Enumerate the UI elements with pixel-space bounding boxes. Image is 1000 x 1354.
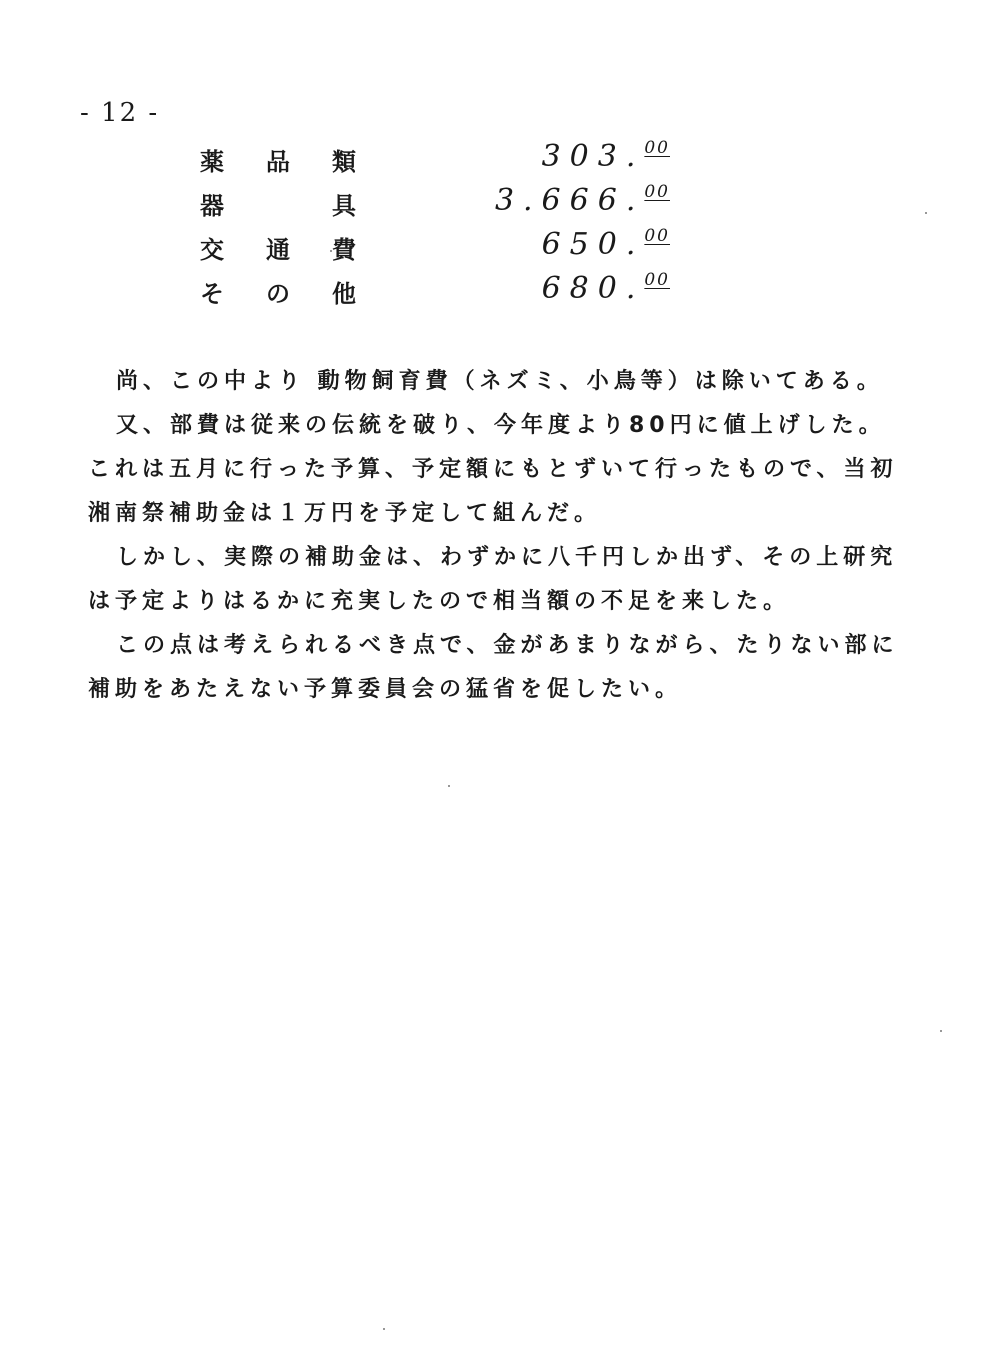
expense-table	[200, 138, 670, 314]
scan-speck	[448, 785, 450, 787]
scan-speck	[940, 1030, 942, 1032]
expense-label	[200, 230, 356, 265]
expense-label-char: 他	[332, 280, 356, 308]
paragraph-animal-feed-note: 尚、この中より 動物飼育費（ネズミ、小鳥等）は除いてある。	[116, 369, 884, 394]
expense-label-char: 類	[332, 148, 356, 176]
expense-label-char: 交	[200, 236, 224, 264]
expense-label-char: 具	[332, 192, 356, 220]
scan-speck	[925, 212, 927, 214]
expense-row-transport	[200, 226, 670, 270]
paragraph-club-fee: 又、部費は従来の伝統を破り、今年度より80円に値上げした。これは五月に行った予算、予定額にもとずいて行ったもので、当初湘南祭補助金は１万円を予定して組んだ。	[88, 413, 898, 526]
expense-label-char: そ	[200, 280, 224, 308]
amount-cents: 00	[644, 182, 670, 202]
scan-speck	[330, 250, 332, 252]
expense-label-char: 費	[332, 236, 356, 264]
expense-amount	[542, 270, 670, 306]
amount-main: 303.	[541, 139, 645, 174]
expense-label-char: 品	[266, 148, 290, 176]
page-number: - 12 -	[80, 98, 160, 128]
amount-main: 650.	[541, 227, 645, 262]
paragraph-committee-request: この点は考えられるべき点で、金があまりながら、たりない部に補助をあたえない予算委員会の猛省を促したい。	[88, 633, 899, 702]
body-text	[88, 360, 908, 712]
expense-row-other	[200, 270, 670, 314]
amount-cents: 00	[644, 270, 670, 290]
expense-label	[200, 186, 356, 221]
expense-row-medicines	[200, 138, 670, 182]
expense-amount	[495, 182, 670, 218]
expense-amount	[542, 226, 670, 262]
expense-label	[200, 274, 356, 309]
expense-label-char: 通	[266, 236, 290, 264]
scan-speck	[383, 1328, 385, 1330]
expense-label-char: の	[266, 280, 290, 308]
amount-main: 3.666.	[494, 183, 645, 218]
amount-cents: 00	[644, 226, 670, 246]
expense-amount	[542, 138, 670, 174]
paragraph-subsidy-shortfall: しかし、実際の補助金は、わずかに八千円しか出ず、その上研究は予定よりはるかに充実したので相当額の不足を来した。	[88, 545, 898, 614]
expense-row-equipment	[200, 182, 670, 226]
expense-label-char: 器	[200, 192, 224, 220]
amount-main: 680.	[541, 271, 645, 306]
amount-cents: 00	[644, 138, 670, 158]
expense-label-char: 薬	[200, 148, 224, 176]
expense-label	[200, 142, 356, 177]
